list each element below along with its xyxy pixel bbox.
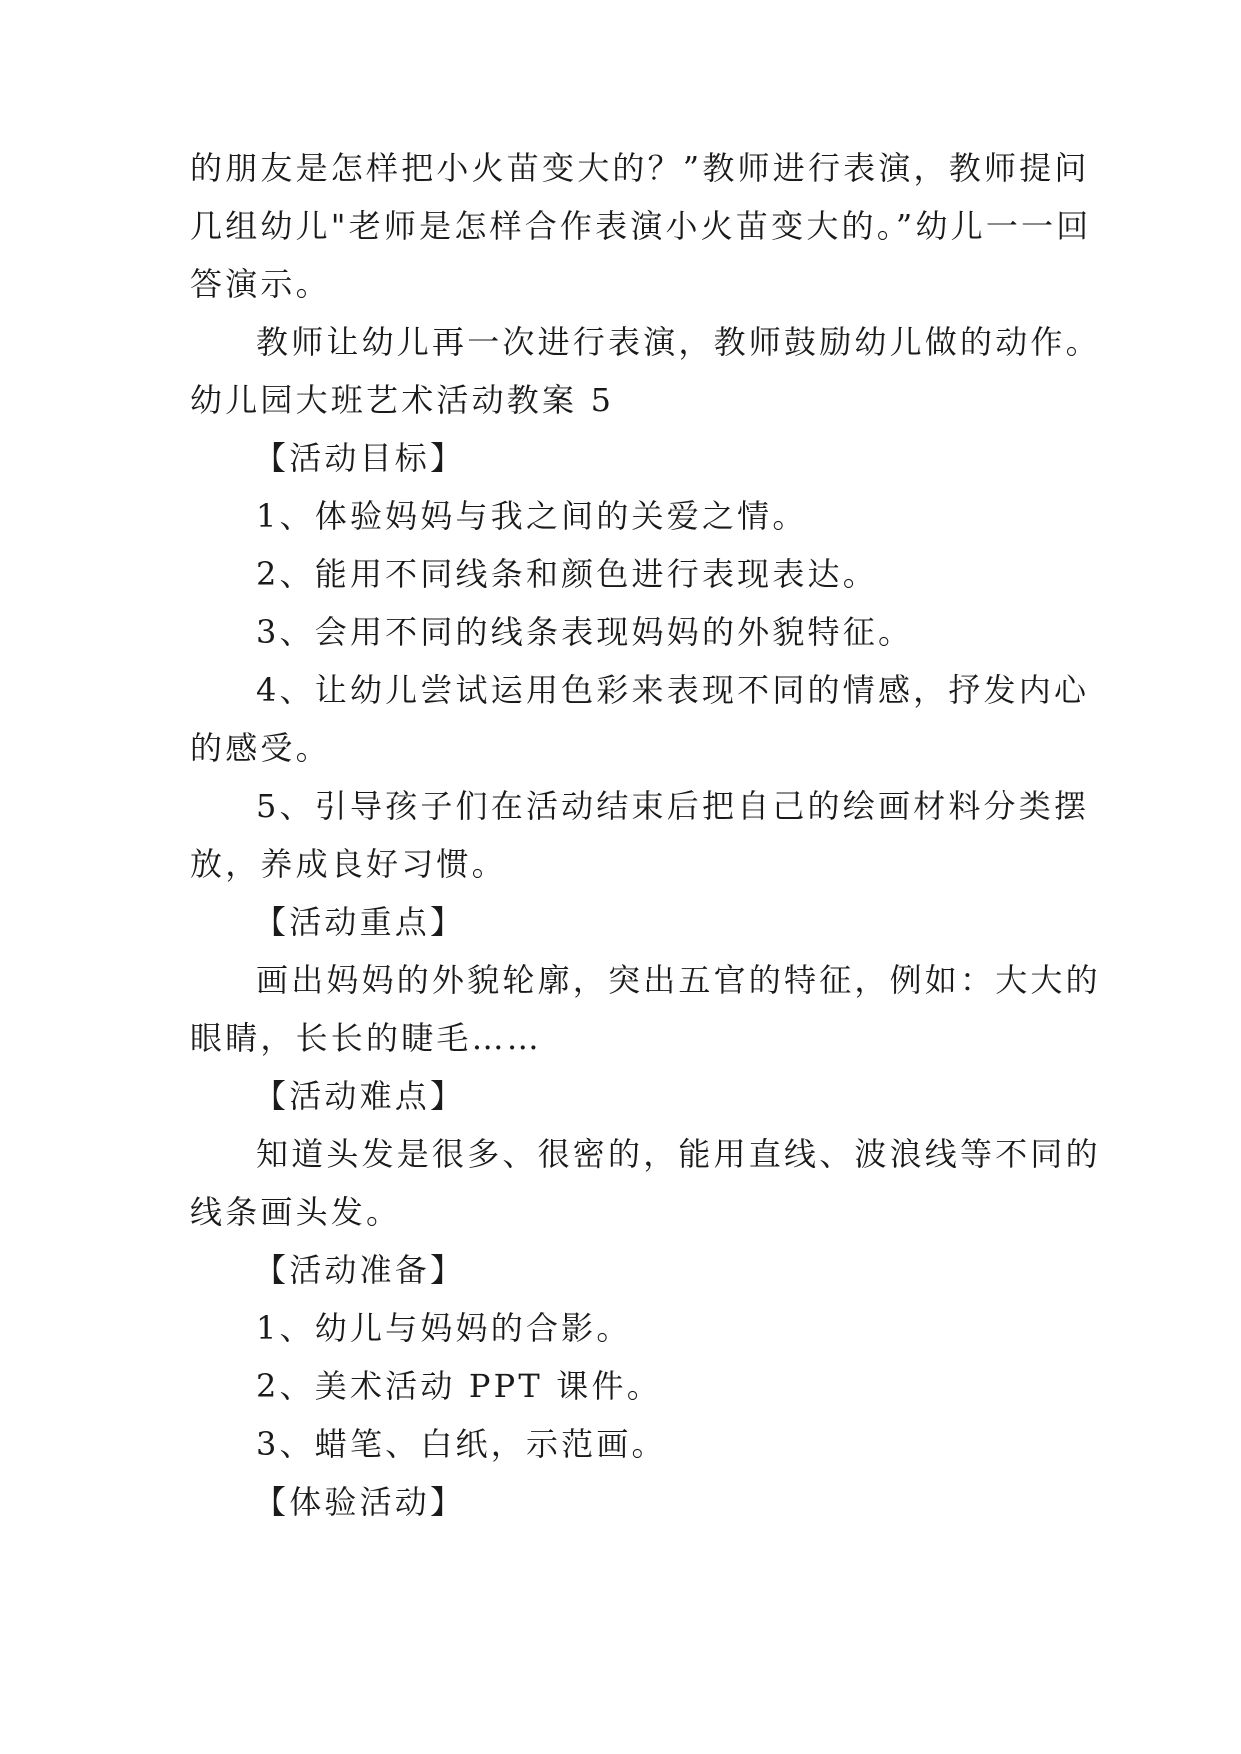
list-item: 3、会用不同的线条表现妈妈的外貌特征。 <box>256 613 914 651</box>
list-item: 2、能用不同线条和颜色进行表现表达。 <box>256 555 878 593</box>
paragraph-line: 线条画头发。 <box>190 1193 402 1231</box>
paragraph-line: 画出妈妈的外貌轮廓，突出五官的特征，例如：大大的 <box>256 961 1101 999</box>
section-heading: 【活动重点】 <box>254 903 466 941</box>
paragraph-line: 眼睛，长长的睫毛…… <box>190 1019 543 1057</box>
paragraph-line: 放，养成良好习惯。 <box>190 845 507 883</box>
section-heading: 【活动目标】 <box>254 439 466 477</box>
list-item: 4、让幼儿尝试运用色彩来表现不同的情感，抒发内心 <box>256 671 1090 709</box>
section-heading: 【体验活动】 <box>254 1483 466 1521</box>
list-item: 2、美术活动 PPT 课件。 <box>256 1367 662 1405</box>
list-item: 5、引导孩子们在活动结束后把自己的绘画材料分类摆 <box>256 787 1090 825</box>
paragraph-line: 的感受。 <box>190 729 331 767</box>
section-heading: 【活动准备】 <box>254 1251 466 1289</box>
section-title: 幼儿园大班艺术活动教案 5 <box>190 381 615 419</box>
section-heading: 【活动难点】 <box>254 1077 466 1115</box>
paragraph-line: 教师让幼儿再一次进行表演，教师鼓励幼儿做的动作。 <box>256 323 1101 361</box>
paragraph-line: 答演示。 <box>190 265 331 303</box>
paragraph-line: 的朋友是怎样把小火苗变大的？”教师进行表演，教师提问 <box>190 149 1090 187</box>
list-item: 1、幼儿与妈妈的合影。 <box>256 1309 632 1347</box>
paragraph-line: 知道头发是很多、很密的，能用直线、波浪线等不同的 <box>256 1135 1101 1173</box>
list-item: 3、蜡笔、白纸，示范画。 <box>256 1425 667 1463</box>
list-item: 1、体验妈妈与我之间的关爱之情。 <box>256 497 808 535</box>
paragraph-line: 几组幼儿"老师是怎样合作表演小火苗变大的。”幼儿一一回 <box>190 207 1092 245</box>
